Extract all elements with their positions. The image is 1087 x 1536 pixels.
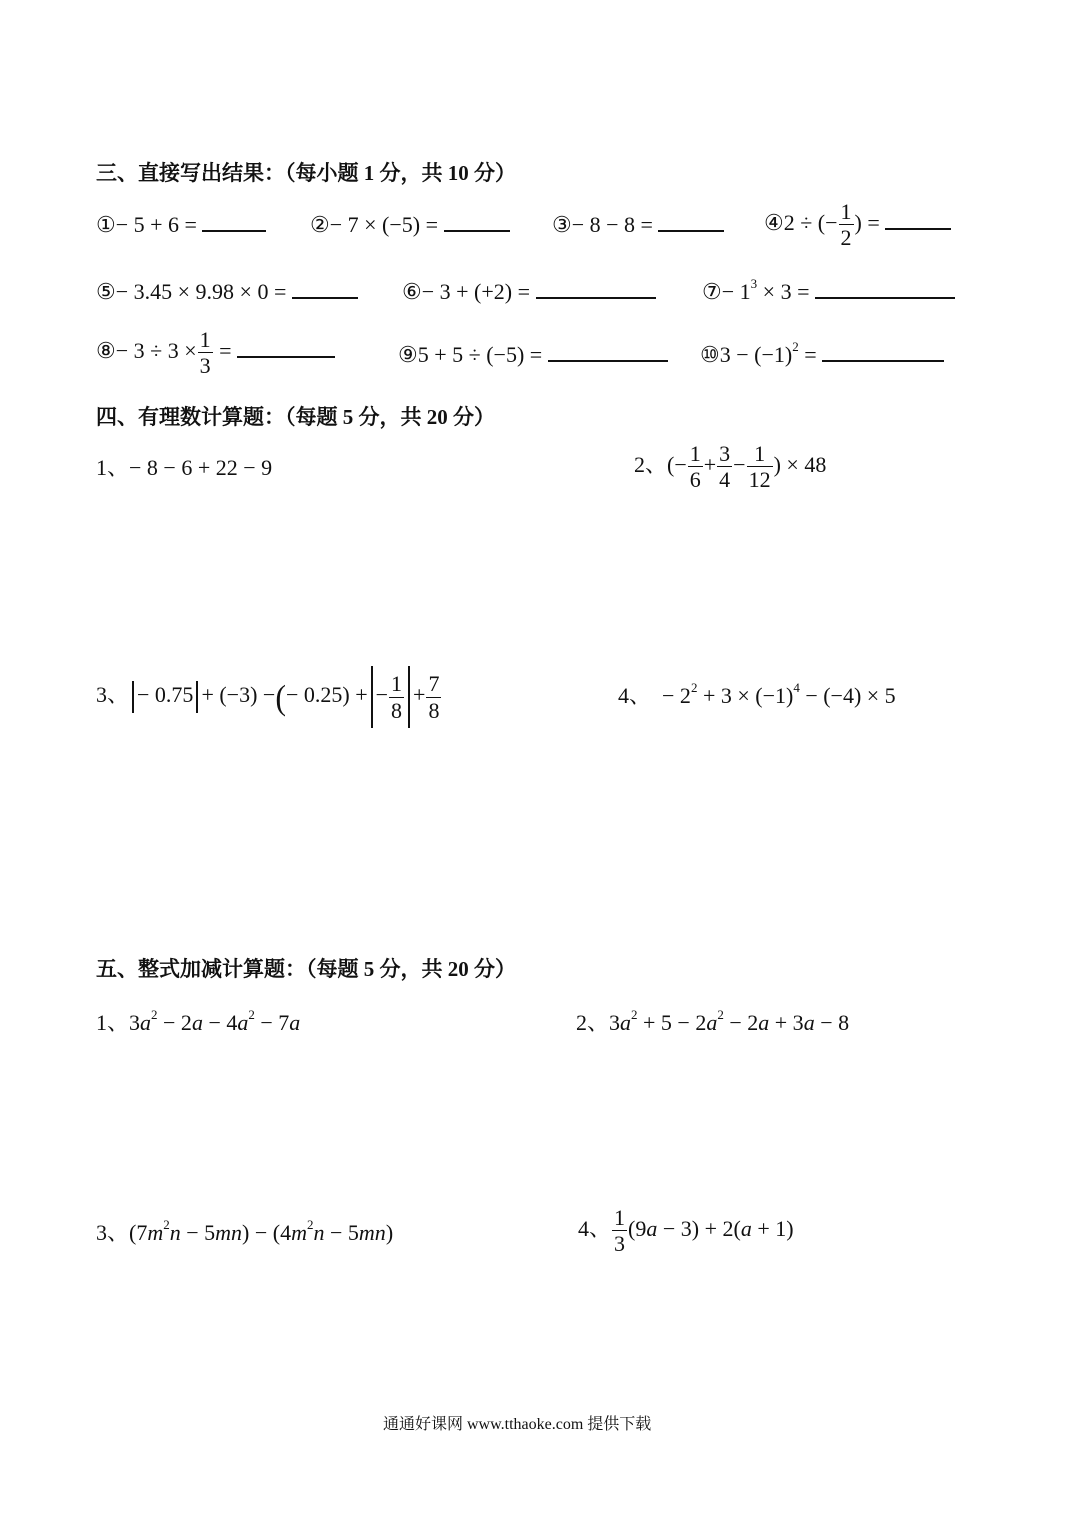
quick-item-2: ②− 7 × (−5) =	[310, 214, 510, 236]
big-paren: (	[275, 677, 286, 717]
answer-blank[interactable]	[292, 296, 358, 299]
answer-blank[interactable]	[815, 296, 955, 299]
abs-bar	[371, 666, 373, 728]
rational-problem-1: 1、− 8 − 6 + 22 − 9	[96, 455, 273, 480]
fraction: $\frac{1}{3}$	[614, 1205, 626, 1257]
fraction: $\frac{1}{8}$	[391, 671, 403, 723]
answer-blank[interactable]	[658, 229, 724, 232]
answer-blank[interactable]	[536, 296, 656, 299]
fraction: $\frac{1}{6}$	[689, 441, 701, 493]
fraction: $\frac{1}{3}$	[199, 327, 211, 379]
quick-item-1: ①− 5 + 6 =	[96, 214, 266, 236]
polynomial-problem-3: 3、$(7m^2n - 5mn) - (4m^2n - 5mn)$	[96, 1217, 394, 1245]
answer-blank[interactable]	[237, 355, 335, 358]
quick-item-7: ⑦− $1^3 \times 3$ =	[702, 281, 955, 303]
section5-heading: 五、整式加减计算题：（每题 5 分，共 20 分）	[96, 957, 516, 981]
footer-credit: 通通好课网 www.tthaoke.com 提供下载	[383, 1416, 652, 1433]
polynomial-problem-2: 2、$3a^2 + 5 - 2a^2 - 2a + 3a - 8$	[576, 1007, 850, 1035]
fraction: $\frac{7}{8}$	[428, 671, 440, 723]
answer-blank[interactable]	[822, 359, 944, 362]
quick-item-3: ③− 8 − 8 =	[552, 214, 724, 236]
polynomial-problem-1: 1、$3a^2 - 2a - 4a^2 - 7a$	[96, 1007, 301, 1035]
answer-blank[interactable]	[444, 229, 510, 232]
polynomial-problem-4: 4、 $\frac{1}{3}$ (9a − 3) + 2(a + 1)	[578, 1205, 794, 1257]
quick-item-6: ⑥− 3 + (+2) =	[402, 281, 656, 303]
answer-blank[interactable]	[548, 359, 668, 362]
abs-bar	[408, 666, 410, 728]
fraction: $\frac{1}{2}$	[840, 199, 852, 251]
section4-heading: 四、有理数计算题：（每题 5 分，共 20 分）	[96, 405, 495, 429]
abs-bar	[196, 681, 198, 713]
rational-problem-2: 2、(− $\frac{1}{6}$ + $\frac{3}{4}$ − $\frac{1}{12}$ ) × 48	[634, 441, 827, 493]
rational-problem-3: 3、 − 0.75 + (−3) −(− 0.25) + − $\frac{1}{8}$ + $\frac{7}{8}$	[96, 666, 442, 728]
quick-item-8: ⑧− 3 ÷ 3 × $\frac{1}{3}$ =	[96, 327, 335, 379]
answer-blank[interactable]	[202, 229, 266, 232]
quick-item-10: ⑩3 − $(-1)^2$ =	[700, 344, 944, 366]
answer-blank[interactable]	[885, 227, 951, 230]
abs-bar	[132, 681, 134, 713]
section3-heading: 三、直接写出结果：（每小题 1 分，共 10 分）	[96, 161, 516, 185]
quick-item-9: ⑨5 + 5 ÷ (−5) =	[398, 344, 668, 366]
fraction: $\frac{1}{12}$	[748, 441, 771, 493]
quick-item-5: ⑤− 3.45 × 9.98 × 0 =	[96, 281, 358, 303]
quick-item-4: ④2 ÷ (− $\frac{1}{2}$ ) =	[764, 199, 951, 251]
fraction: $\frac{3}{4}$	[719, 441, 731, 493]
rational-problem-4: 4、 − $2^2 + 3 \times (-1)^4 - (-4) \times 5$	[618, 680, 896, 708]
